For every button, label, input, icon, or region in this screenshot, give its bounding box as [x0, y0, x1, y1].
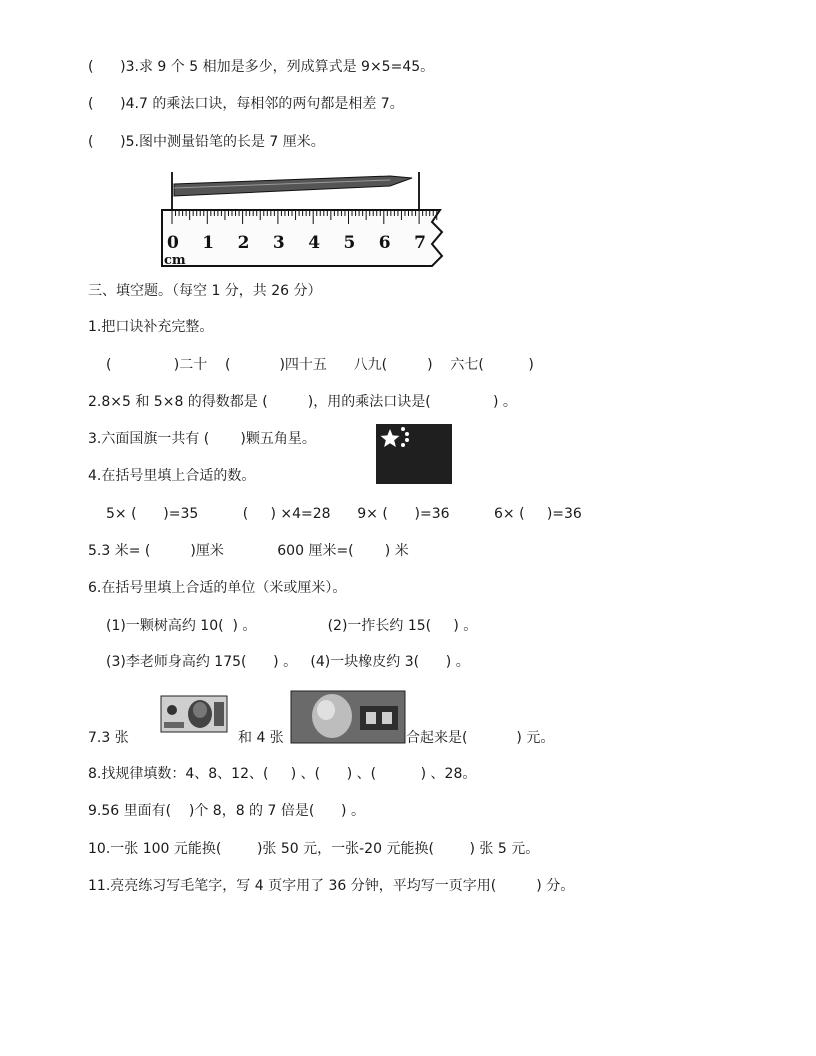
- ruler-number: 1: [202, 233, 215, 253]
- banknote-icon: [290, 690, 406, 744]
- fill-q4: 4.在括号里填上合适的数。: [88, 468, 256, 484]
- ruler-number: 5: [343, 233, 356, 253]
- fill-q2: 2.8×5 和 5×8 的得数都是 ( )，用的乘法口诀是( ) 。: [88, 394, 517, 410]
- banknote-5-jiao-image: [290, 690, 406, 744]
- section-3-title: 三、填空题。（每空 1 分，共 26 分）: [88, 283, 322, 299]
- ruler-number: 2: [237, 233, 250, 253]
- fill-q5: 5.3 米= ( )厘米 600 厘米=( ) 米: [88, 543, 409, 559]
- ruler-number: 3: [272, 233, 285, 253]
- fill-q3: 3.六面国旗一共有 ( )颗五角星。: [88, 431, 316, 447]
- banknote-icon: [160, 690, 230, 738]
- fill-q1: 1.把口诀补充完整。: [88, 319, 214, 335]
- pencil-icon: [174, 176, 412, 196]
- fill-q6: 6.在括号里填上合适的单位（米或厘米）。: [88, 580, 347, 596]
- national-flag-image: [376, 424, 452, 484]
- ruler-number: 6: [378, 233, 391, 253]
- ruler-number: 4: [308, 233, 321, 253]
- fill-q6-items-b: (3)李老师身高约 175( ) 。 (4)一块橡皮约 3( ) 。: [106, 654, 470, 670]
- flag-stars-icon: [376, 424, 452, 484]
- ruler-number: 0: [167, 233, 179, 253]
- fill-q11: 11.亮亮练习写毛笔字，写 4 页字用了 36 分钟，平均写一页字用( ) 分。: [88, 878, 575, 894]
- judge-item-3: ( )3.求 9 个 5 相加是多少，列成算式是 9×5=45。: [88, 59, 435, 75]
- fill-q4-items: 5× ( )=35 ( ) ×4=28 9× ( )=36 6× ( )=36: [106, 506, 582, 522]
- judge-item-4: ( )4.7 的乘法口诀，每相邻的两句都是相差 7。: [88, 96, 404, 112]
- fill-q1-blanks: ( )二十 ( )四十五 八九( ) 六七( ): [106, 357, 534, 373]
- fill-q7-part-c: 合起来是( ) 元。: [406, 730, 555, 746]
- fill-q7-part-b: 和 4 张: [238, 730, 284, 746]
- fill-q6-items-a: (1)一颗树高约 10( ) 。 (2)一拃长约 15( ) 。: [106, 618, 478, 634]
- fill-q7-part-a: 7.3 张: [88, 730, 129, 746]
- banknote-10-yuan-image: [160, 690, 230, 738]
- ruler-pencil-image: [160, 170, 450, 270]
- ruler-number: 7: [414, 233, 426, 253]
- fill-q10: 10.一张 100 元能换( )张 50 元，一张-20 元能换( ) 张 5 元。: [88, 841, 540, 857]
- fill-q9: 9.56 里面有( )个 8，8 的 7 倍是( ) 。: [88, 803, 365, 819]
- fill-q8: 8.找规律填数：4、8、12、( ) 、( ) 、( ) 、28。: [88, 766, 477, 782]
- ruler-unit-label: cm: [164, 253, 186, 268]
- ruler-svg: [160, 170, 450, 270]
- judge-item-5: ( )5.图中测量铅笔的长是 7 厘米。: [88, 134, 325, 150]
